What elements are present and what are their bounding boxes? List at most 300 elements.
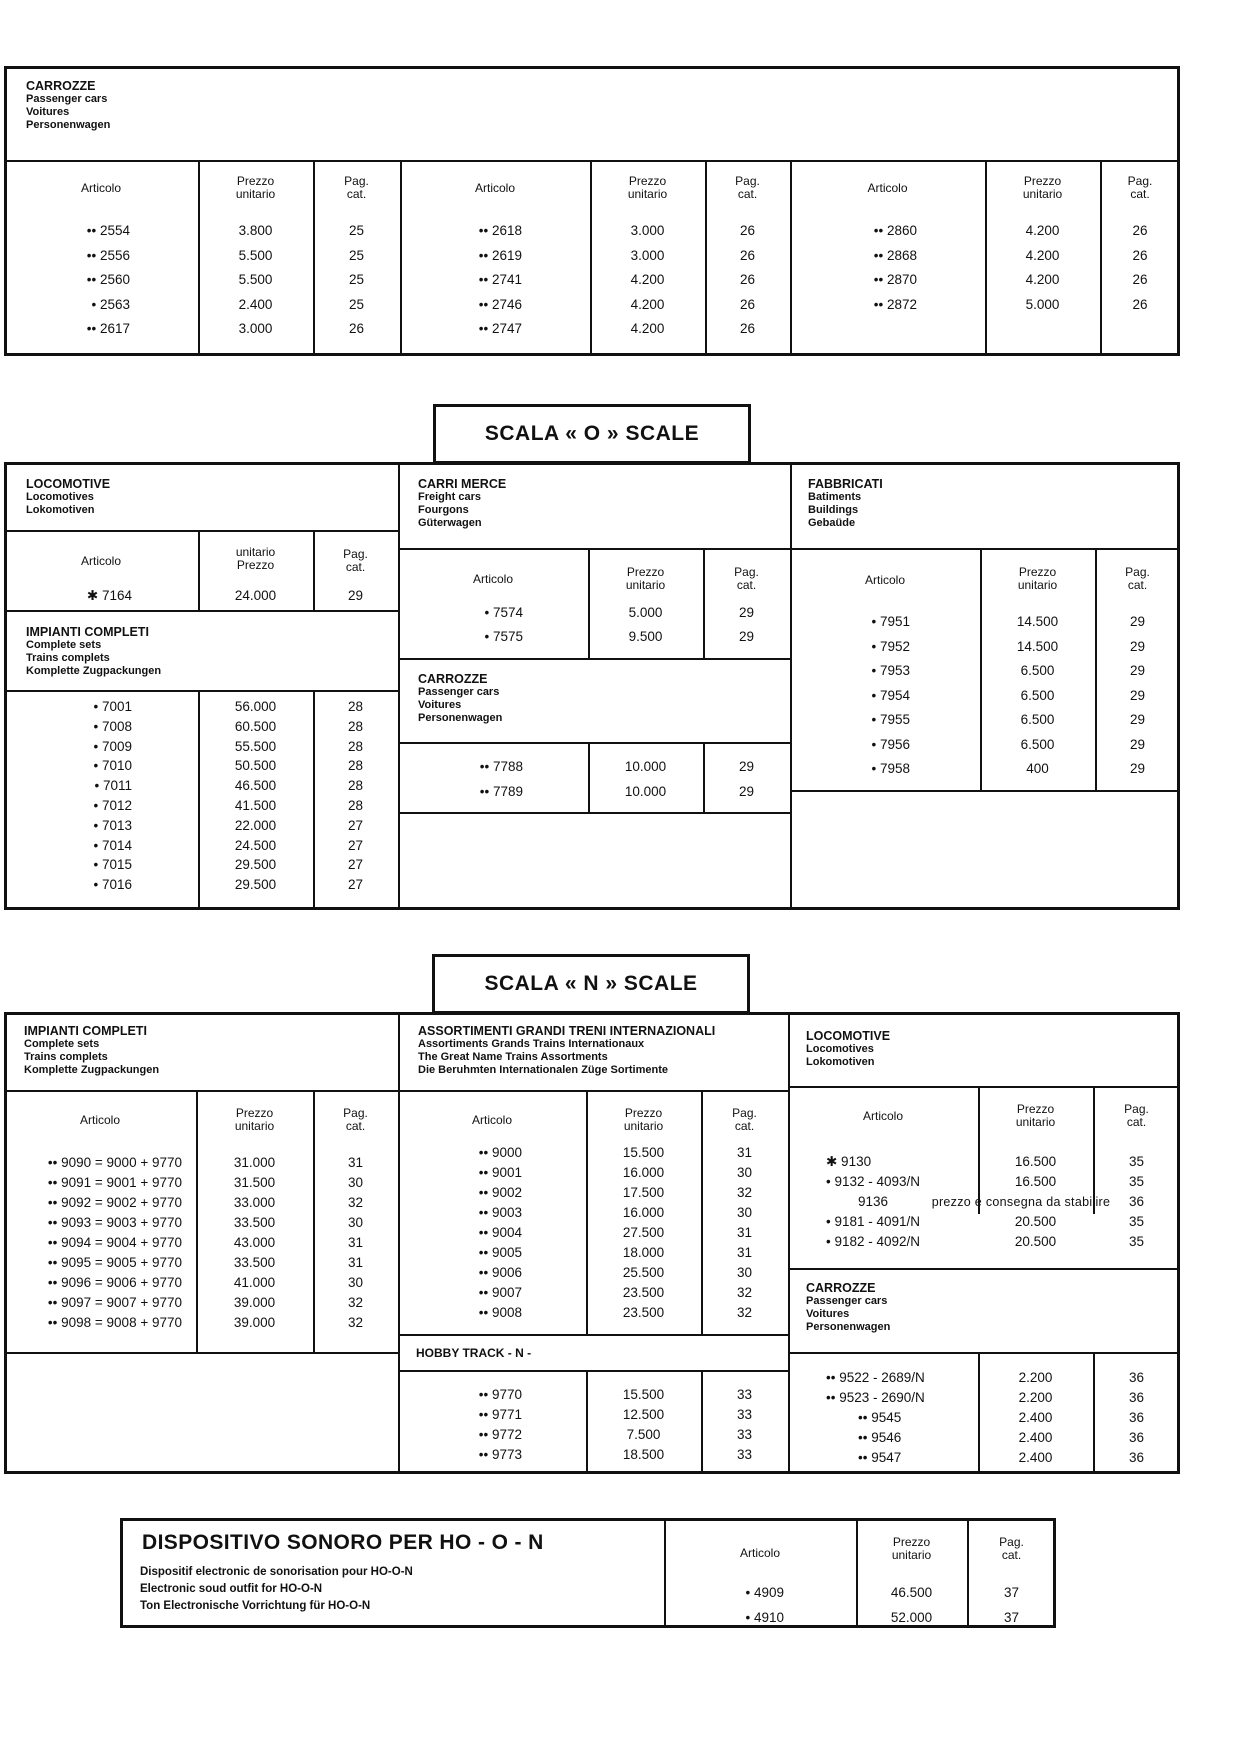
row-divider [4,1352,398,1354]
section-title: CARROZZE [26,79,96,93]
unit-price: 15.500 [622,1145,665,1160]
unit-price: 4.200 [1025,223,1060,238]
unit-price: 27.500 [622,1225,665,1240]
unit-price: 4.200 [630,321,665,336]
article-number: • 9132 - 4093/N [826,1174,921,1189]
unit-price: 24.000 [234,588,277,603]
unit-price: 2.200 [1018,1370,1053,1385]
catalog-page: 30 [347,1175,364,1190]
unit-price: 24.500 [234,837,277,853]
article-number: •• 9093 = 9003 + 9770 [47,1215,182,1230]
unit-price: 5.500 [238,272,273,287]
section-subtitle: Locomotives [806,1043,874,1055]
dispositivo-subtitle: Ton Electronische Vorrichtung für HO-O-N [140,1600,371,1612]
catalog-page: 26 [1132,223,1148,238]
section-title: IMPIANTI COMPLETI [24,1024,147,1038]
article-number: •• 2746 [478,296,522,312]
unit-price: 20.500 [1014,1214,1057,1229]
prezzo-header: Prezzo unitario [235,174,276,201]
pag-header: Pag. cat. [732,1106,757,1133]
scale-o-title: SCALA « O » SCALE [433,404,751,464]
unit-price: 18.000 [622,1245,665,1260]
section-subtitle: Gebaüde [808,517,856,529]
article-number: •• 7789 [479,783,523,799]
catalog-page: 26 [739,223,756,238]
carri-merce-header [418,478,506,530]
catalog-page: 29 [738,783,755,799]
catalog-page: 29 [347,588,364,603]
section-subtitle: Passenger cars [418,686,500,698]
unit-price: 4.200 [630,272,665,287]
catalog-page: 26 [739,321,756,336]
catalog-page: 26 [1132,296,1148,312]
catalog-page: 31 [736,1225,753,1240]
unit-price: 39.000 [233,1295,276,1310]
catalog-page: 31 [736,1245,753,1260]
dispositivo-title: DISPOSITIVO SONORO PER HO - O - N [142,1531,544,1554]
article-number: •• 9770 [478,1387,522,1402]
row-divider [4,690,398,692]
article-number: • 7014 [93,837,132,853]
price-note: prezzo e consegna da stabilire [931,1195,1111,1209]
catalog-page: 29 [1129,638,1146,654]
catalog-page: 31 [347,1235,364,1250]
unit-price: 52.000 [890,1609,933,1625]
article-number: •• 9006 [478,1265,522,1280]
unit-price: 16.500 [1014,1154,1057,1169]
catalog-page: 26 [1132,247,1148,263]
carrozze-header [26,80,110,132]
articolo-header: Articolo [471,1113,512,1127]
article-number: • 7955 [871,712,910,727]
catalog-page: 30 [347,1275,364,1290]
catalog-page: 33 [736,1447,753,1462]
catalog-page: 30 [736,1265,753,1280]
article-number: • 7958 [871,761,910,776]
section-subtitle: The Great Name Trains Assortments [418,1051,608,1063]
unit-price: 2.400 [1018,1430,1053,1445]
catalog-page: 29 [1129,761,1146,776]
unit-price: 33.500 [233,1255,276,1270]
catalog-page: 32 [347,1315,364,1330]
pag-header: Pag. cat. [735,174,760,201]
unit-price: 33.500 [233,1215,276,1230]
article-number: •• 9522 - 2689/N [826,1370,925,1385]
section-subtitle: Locomotives [26,491,94,503]
catalog-page: 29 [1129,736,1146,752]
locomotive-header [806,1030,890,1069]
article-number: • 7574 [484,605,523,620]
catalog-page: 27 [347,877,364,893]
article-number: •• 9005 [478,1245,522,1260]
unit-price: 10.000 [624,783,667,799]
catalog-page: 31 [347,1255,364,1270]
section-title: ASSORTIMENTI GRANDI TRENI INTERNAZIONALI [418,1024,716,1038]
article-number: • 7575 [484,629,523,644]
article-number: •• 2860 [873,223,917,238]
catalog-page: 29 [1129,614,1146,629]
article-number: •• 9003 [478,1205,522,1220]
article-number: •• 2868 [873,247,917,263]
article-number: •• 2556 [86,247,130,263]
article-number: •• 9523 - 2690/N [826,1390,925,1405]
article-number: •• 9092 = 9002 + 9770 [47,1195,182,1210]
catalog-page: 26 [739,247,756,263]
row-divider [398,742,790,744]
articolo-header: Articolo [472,572,513,586]
unit-price: 46.500 [890,1585,933,1600]
row-divider [790,790,1180,792]
articolo-header: Articolo [80,181,121,195]
article-number: •• 9097 = 9007 + 9770 [47,1295,182,1310]
prezzo-header: Prezzo unitario [627,174,668,201]
unit-price: 7.500 [626,1427,661,1442]
article-number: • 7009 [93,738,132,754]
section-subtitle: Personenwagen [26,119,111,131]
pag-header: Pag. cat. [1124,1102,1149,1129]
article-number: ✱ 7164 [86,588,132,603]
unit-price: 14.500 [1016,638,1059,654]
impianti-header [26,626,161,678]
article-number: • 4910 [745,1609,784,1625]
catalog-page: 27 [347,837,364,853]
unit-price: 15.500 [622,1387,665,1402]
catalog-page: 29 [738,629,755,644]
article-number: • 7001 [93,699,132,714]
section-subtitle: Trains complets [26,652,110,664]
row-divider [4,610,398,612]
article-number: • 7012 [93,798,132,813]
unit-price: 33.000 [233,1195,276,1210]
row-divider [788,1268,1180,1270]
pag-header: Pag. cat. [999,1535,1024,1562]
unit-price: 3.000 [630,247,665,263]
pag-header: Pag. cat. [1127,174,1153,201]
locomotive-header [26,478,110,517]
article-number: • 7015 [93,857,132,873]
column-divider [703,742,705,812]
catalog-page: 26 [739,272,756,287]
section-subtitle: Lokomotiven [26,504,95,516]
catalog-page: 29 [738,605,755,620]
section-subtitle: Personenwagen [806,1321,891,1333]
unit-price: 23.500 [622,1305,665,1320]
prezzo-header: Prezzo unitario [625,565,666,592]
article-number: • 7953 [871,663,910,678]
article-number: • 7954 [871,687,910,703]
unit-price: 56.000 [234,699,277,714]
prezzo-header: Prezzo unitario [891,1535,932,1562]
article-number: •• 9007 [478,1285,522,1300]
article-number: •• 9008 [478,1305,522,1320]
article-number: •• 9000 [478,1145,522,1160]
prezzo-header: Prezzo unitario [234,1106,275,1133]
row-divider [398,1334,788,1336]
article-number: • 9182 - 4092/N [826,1234,921,1249]
section-subtitle: Fourgons [418,504,469,516]
unit-price: 16.000 [622,1205,665,1220]
catalog-page: 35 [1128,1234,1145,1249]
article-number: •• 9090 = 9000 + 9770 [47,1155,182,1170]
catalog-page: 32 [347,1195,364,1210]
pag-header: Pag. cat. [734,565,759,592]
prezzo-header: Prezzo unitario [1015,1102,1056,1129]
section-subtitle: Komplette Zugpackungen [24,1064,160,1076]
fabbricati-header [808,478,883,530]
catalog-page: 28 [347,718,364,734]
section-title: CARROZZE [806,1281,876,1295]
dispositivo-subtitle: Dispositif electronic de sonorisation pour HO-O-N [140,1566,413,1578]
article-number: •• 9772 [478,1427,522,1442]
article-number: •• 9095 = 9005 + 9770 [47,1255,182,1270]
article-number: •• 2747 [478,321,522,336]
catalog-page: 36 [1128,1194,1145,1209]
unit-price: 60.500 [234,718,277,734]
article-number: 9136 [857,1194,888,1209]
unit-price: 2.400 [1018,1410,1053,1425]
catalog-page: 36 [1128,1430,1145,1445]
row-divider [4,1090,398,1092]
article-number: •• 2870 [873,272,917,287]
unit-price: 5.000 [1025,296,1060,312]
assortimenti-header [418,1025,715,1077]
unit-price: 31.000 [233,1155,276,1170]
article-number: •• 2619 [478,247,522,263]
articolo-header: Articolo [474,181,515,195]
article-number: •• 9002 [478,1185,522,1200]
catalog-page: 32 [347,1295,364,1310]
section-subtitle: Komplette Zugpackungen [26,665,162,677]
unit-price: 41.000 [233,1275,276,1290]
catalog-page: 26 [1132,272,1148,287]
section-subtitle: Die Beruhmten Internationalen Züge Sortimente [418,1064,668,1076]
catalog-page: 28 [347,798,364,813]
section-subtitle: Voitures [418,699,462,711]
carrozze-header [418,673,502,725]
section-subtitle: Passenger cars [26,93,108,105]
catalog-page: 33 [736,1427,753,1442]
catalog-page: 35 [1128,1174,1145,1189]
row-divider [4,160,1180,162]
unit-price: 14.500 [1016,614,1059,629]
article-number: ✱ 9130 [826,1154,872,1169]
catalog-page: 25 [348,272,365,287]
unit-price: 39.000 [233,1315,276,1330]
section-title: LOCOMOTIVE [26,477,111,491]
catalog-page: 35 [1128,1214,1145,1229]
unit-price: 20.500 [1014,1234,1057,1249]
catalog-page: 31 [736,1145,753,1160]
catalog-page: 32 [736,1185,753,1200]
section-subtitle: Voitures [806,1308,850,1320]
article-number: • 9181 - 4091/N [826,1214,921,1229]
unit-price: 4.200 [630,296,665,312]
catalog-page: 32 [736,1285,753,1300]
article-number: •• 9546 [858,1430,902,1445]
article-number: • 7011 [94,778,132,794]
unit-price: 3.000 [630,223,665,238]
prezzo-header: unitario Prezzo [235,545,276,572]
articolo-header: Articolo [80,554,121,568]
dispositivo-subtitle: Electronic soud outfit for HO-O-N [140,1583,323,1595]
article-number: •• 2554 [86,223,130,238]
unit-price: 12.500 [622,1407,665,1422]
row-divider [398,548,790,550]
section-title: CARROZZE [418,672,488,686]
unit-price: 31.500 [233,1175,276,1190]
article-number: • 4909 [745,1585,784,1600]
catalog-page: 30 [736,1205,753,1220]
articolo-header: Articolo [864,573,905,587]
section-subtitle: Buildings [808,504,859,516]
article-number: •• 2617 [86,321,130,336]
catalog-page: 25 [348,223,365,238]
section-title: LOCOMOTIVE [806,1029,891,1043]
unit-price: 46.500 [234,778,277,794]
article-number: • 2563 [91,296,130,312]
articolo-header: Articolo [862,1109,903,1123]
catalog-page: 26 [348,321,365,336]
article-number: •• 2560 [86,272,130,287]
article-number: • 7013 [93,817,132,833]
catalog-page: 32 [736,1305,753,1320]
unit-price: 6.500 [1020,736,1055,752]
pag-header: Pag. cat. [343,547,368,574]
unit-price: 16.500 [1014,1174,1057,1189]
section-subtitle: Personenwagen [418,712,503,724]
catalog-page: 26 [739,296,756,312]
carrozze-header [806,1282,890,1334]
prezzo-header: Prezzo unitario [1017,565,1058,592]
unit-price: 17.500 [622,1185,665,1200]
unit-price: 50.500 [234,758,277,774]
catalog-page: 30 [347,1215,364,1230]
hobby-track-header: HOBBY TRACK - N - [416,1346,532,1360]
unit-price: 3.800 [238,223,273,238]
article-number: •• 9001 [478,1165,522,1180]
unit-price: 4.200 [1025,247,1060,263]
article-number: •• 7788 [479,759,523,774]
unit-price: 2.200 [1018,1390,1053,1405]
section-subtitle: Assortiments Grands Trains Internationaux [418,1038,645,1050]
row-divider [790,548,1180,550]
unit-price: 5.000 [628,605,663,620]
prezzo-header: Prezzo unitario [623,1106,664,1133]
article-number: •• 9094 = 9004 + 9770 [47,1235,182,1250]
catalog-page: 36 [1128,1450,1145,1465]
column-divider [788,1012,790,1474]
catalog-page: 27 [347,857,364,873]
unit-price: 25.500 [622,1265,665,1280]
section-subtitle: Freight cars [418,491,481,503]
section-subtitle: Trains complets [24,1051,108,1063]
catalog-page: 27 [347,817,364,833]
catalog-page: 36 [1128,1390,1145,1405]
unit-price: 18.500 [622,1447,665,1462]
article-number: •• 9545 [858,1410,902,1425]
catalog-page: 31 [347,1155,364,1170]
unit-price: 43.000 [233,1235,276,1250]
catalog-page: 36 [1128,1370,1145,1385]
catalog-page: 29 [1129,712,1146,727]
section-subtitle: Complete sets [26,639,102,651]
catalog-page: 35 [1128,1154,1145,1169]
impianti-header [24,1025,159,1077]
article-number: • 7016 [93,877,132,893]
catalog-page: 33 [736,1407,753,1422]
unit-price: 23.500 [622,1285,665,1300]
section-subtitle: Güterwagen [418,517,482,529]
article-number: • 7008 [93,718,132,734]
unit-price: 5.500 [238,247,273,263]
unit-price: 22.000 [234,817,277,833]
article-number: •• 2618 [478,223,522,238]
article-number: •• 9773 [478,1447,522,1462]
article-number: • 7952 [871,638,910,654]
catalog-page: 28 [347,699,364,714]
catalog-page: 37 [1003,1585,1020,1600]
catalog-page: 29 [738,759,755,774]
section-title: FABBRICATI [808,477,883,491]
article-number: • 7956 [871,736,910,752]
catalog-page: 37 [1003,1609,1020,1625]
unit-price: 6.500 [1020,663,1055,678]
scale-n-title: SCALA « N » SCALE [432,954,750,1014]
row-divider [398,812,790,814]
article-number: •• 2741 [478,272,522,287]
catalog-page: 36 [1128,1410,1145,1425]
article-number: •• 9547 [858,1450,902,1465]
unit-price: 400 [1026,761,1049,776]
article-number: •• 9098 = 9008 + 9770 [47,1315,182,1330]
catalog-page: 28 [347,738,364,754]
article-number: •• 2872 [873,296,917,312]
unit-price: 2.400 [238,296,273,312]
article-number: •• 9771 [478,1407,522,1422]
unit-price: 29.500 [234,877,277,893]
catalog-page: 28 [347,758,364,774]
row-divider [398,1090,788,1092]
unit-price: 4.200 [1025,272,1060,287]
row-divider [398,1370,788,1372]
articolo-header: Articolo [79,1113,120,1127]
catalog-page: 33 [736,1387,753,1402]
section-title: CARRI MERCE [418,477,507,491]
article-number: • 7951 [871,614,910,629]
unit-price: 16.000 [622,1165,665,1180]
row-divider [398,658,790,660]
prezzo-header: Prezzo unitario [1022,174,1063,201]
catalog-page: 28 [347,778,364,794]
row-divider [788,1086,1180,1088]
article-number: •• 9004 [478,1225,522,1240]
unit-price: 41.500 [234,798,277,813]
section-subtitle: Voitures [26,106,70,118]
unit-price: 3.000 [238,321,273,336]
section-subtitle: Complete sets [24,1038,100,1050]
catalog-page: 29 [1129,687,1146,703]
row-divider [788,1352,1180,1354]
section-subtitle: Lokomotiven [806,1056,875,1068]
catalog-page: 29 [1129,663,1146,678]
article-number: •• 9096 = 9006 + 9770 [47,1275,182,1290]
articolo-header: Articolo [867,181,908,195]
column-divider [588,742,590,812]
unit-price: 9.500 [628,629,663,644]
catalog-page: 30 [736,1165,753,1180]
section-title: IMPIANTI COMPLETI [26,625,149,639]
pag-header: Pag. cat. [343,1106,368,1133]
